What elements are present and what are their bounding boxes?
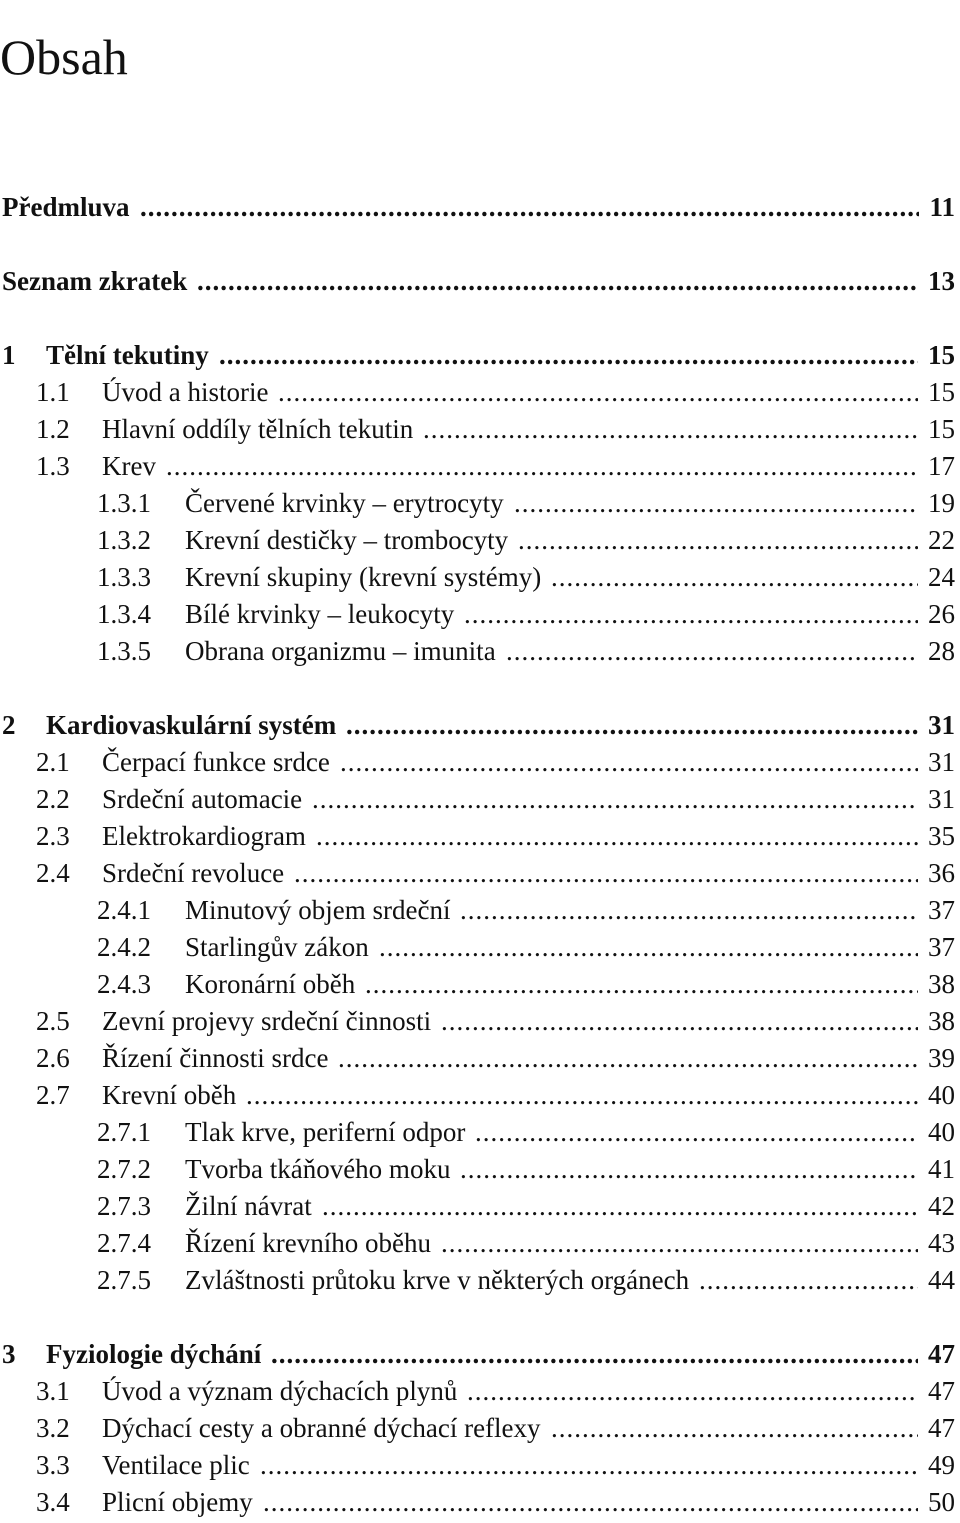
toc-entry-page: 47 xyxy=(928,1376,955,1406)
toc-entry-page: 44 xyxy=(928,1265,955,1295)
toc-entry-label: Tělní tekutiny xyxy=(46,340,209,370)
toc-entry-number: 1.2 xyxy=(36,414,70,444)
toc-entry-text xyxy=(2,338,209,372)
toc-entry-page: 40 xyxy=(928,1080,955,1110)
toc-entry-page: 47 xyxy=(928,1413,955,1443)
toc-leader-dots xyxy=(316,819,918,853)
toc-entry-label: Srdeční automacie xyxy=(102,784,303,814)
toc-entry-label: Tvorba tkáňového moku xyxy=(185,1154,451,1184)
toc-entry-page: 40 xyxy=(928,1117,955,1147)
toc-entry-page: 41 xyxy=(928,1154,955,1184)
toc-entry[interactable] xyxy=(0,819,960,853)
toc-entry-page: 17 xyxy=(928,451,955,481)
toc-leader-dots xyxy=(551,1411,918,1445)
toc-entry[interactable] xyxy=(0,634,960,668)
toc-entry-text xyxy=(36,1448,250,1482)
toc-leader-dots xyxy=(197,264,918,298)
toc-entry-text xyxy=(2,708,336,742)
toc-entry-number: 1.1 xyxy=(36,377,70,407)
toc-entry-page: 11 xyxy=(929,192,955,222)
toc-leader-dots xyxy=(441,1004,918,1038)
toc-entry-label: Krev xyxy=(102,451,156,481)
toc-entry-label: Úvod a význam dýchacích plynů xyxy=(102,1376,458,1406)
toc-entry-text xyxy=(36,375,268,409)
toc-entry-text xyxy=(97,1152,450,1186)
toc-entry[interactable] xyxy=(0,375,960,409)
toc-entry-text xyxy=(36,1374,457,1408)
toc-entry-text xyxy=(97,893,450,927)
toc-entry-number: 2.1 xyxy=(36,747,70,777)
toc-leader-dots xyxy=(460,1152,918,1186)
toc-entry-label: Srdeční revoluce xyxy=(102,858,285,888)
toc-entry[interactable] xyxy=(0,1226,960,1260)
toc-entry-text xyxy=(97,930,369,964)
toc-leader-dots xyxy=(346,708,918,742)
toc-entry-page: 15 xyxy=(928,340,955,370)
toc-entry[interactable] xyxy=(0,523,960,557)
toc-entry-text xyxy=(36,1078,236,1112)
toc-entry[interactable] xyxy=(0,338,960,372)
toc-entry-text xyxy=(97,634,496,668)
toc-entry-number: 2.4.1 xyxy=(97,895,151,925)
toc-entry-label: Řízení činnosti srdce xyxy=(102,1043,329,1073)
toc-entry[interactable] xyxy=(0,1004,960,1038)
toc-entry-number: 3.1 xyxy=(36,1376,70,1406)
toc-leader-dots xyxy=(467,1374,918,1408)
toc-entry[interactable] xyxy=(0,1189,960,1223)
toc-leader-dots xyxy=(294,856,918,890)
toc-entry[interactable] xyxy=(0,856,960,890)
toc-entry[interactable] xyxy=(0,597,960,631)
toc-entry-text xyxy=(36,1041,328,1075)
toc-entry-label: Krevní oběh xyxy=(102,1080,237,1110)
toc-entry[interactable] xyxy=(0,1411,960,1445)
toc-entry-number: 3.4 xyxy=(36,1487,70,1517)
toc-entry[interactable] xyxy=(0,1374,960,1408)
toc-entry-page: 31 xyxy=(928,710,955,740)
toc-entry-label: Řízení krevního oběhu xyxy=(185,1228,431,1258)
toc-entry-page: 13 xyxy=(928,266,955,296)
toc-entry-text xyxy=(36,449,156,483)
toc-entry-page: 39 xyxy=(928,1043,955,1073)
toc-entry-label: Krevní destičky – trombocyty xyxy=(185,525,509,555)
toc-entry-label: Obrana organizmu – imunita xyxy=(185,636,496,666)
toc-leader-dots xyxy=(518,523,918,557)
toc-entry-label: Koronární oběh xyxy=(185,969,356,999)
toc-entry-label: Žilní návrat xyxy=(185,1191,312,1221)
toc-entry-label: Úvod a historie xyxy=(102,377,269,407)
toc-entry-label: Červené krvinky – erytrocyty xyxy=(185,488,504,518)
toc-entry-number: 1.3.5 xyxy=(97,636,151,666)
toc-entry-number: 2.2 xyxy=(36,784,70,814)
toc-entry-number: 2.6 xyxy=(36,1043,70,1073)
toc-entry-number: 2.7.4 xyxy=(97,1228,151,1258)
toc-leader-dots xyxy=(278,375,918,409)
toc-entry-number: 2.3 xyxy=(36,821,70,851)
toc-entry-number: 2.7.1 xyxy=(97,1117,151,1147)
toc-leader-dots xyxy=(441,1226,918,1260)
toc-entry-page: 47 xyxy=(928,1339,955,1369)
toc-entry-page: 22 xyxy=(928,525,955,555)
toc-entry-page: 50 xyxy=(928,1487,955,1517)
toc-entry-number: 1.3.3 xyxy=(97,562,151,592)
toc-entry-number: 2.5 xyxy=(36,1006,70,1036)
toc-entry-text xyxy=(2,264,187,298)
toc-entry[interactable] xyxy=(0,486,960,520)
toc-entry[interactable] xyxy=(0,1078,960,1112)
toc-leader-dots xyxy=(322,1189,918,1223)
toc-entry-label: Čerpací funkce srdce xyxy=(102,747,330,777)
toc-entry-page: 37 xyxy=(928,895,955,925)
toc-entry-number: 1.3.4 xyxy=(97,599,151,629)
toc-entry-label: Hlavní oddíly tělních tekutin xyxy=(102,414,414,444)
toc-leader-dots xyxy=(514,486,918,520)
toc-entry-page: 31 xyxy=(928,784,955,814)
toc-entry-label: Předmluva xyxy=(2,192,130,222)
toc-entry-number: 2.4.2 xyxy=(97,932,151,962)
toc-entry-page: 28 xyxy=(928,636,955,666)
toc-entry-page: 31 xyxy=(928,747,955,777)
toc-entry-page: 26 xyxy=(928,599,955,629)
toc-entry-number: 2.7.3 xyxy=(97,1191,151,1221)
toc-entry-text xyxy=(2,1337,261,1371)
toc-leader-dots xyxy=(312,782,918,816)
toc-entry-label: Dýchací cesty a obranné dýchací reflexy xyxy=(102,1413,541,1443)
toc-leader-dots xyxy=(260,1448,918,1482)
toc-entry-number: 1 xyxy=(2,340,16,370)
toc-entry[interactable] xyxy=(0,1152,960,1186)
toc-entry[interactable] xyxy=(0,1337,960,1371)
toc-entry[interactable] xyxy=(0,1448,960,1482)
toc-entry-label: Plicní objemy xyxy=(102,1487,253,1517)
toc-entry-label: Seznam zkratek xyxy=(2,266,188,296)
toc-entry-page: 36 xyxy=(928,858,955,888)
toc-entry-label: Elektrokardiogram xyxy=(102,821,306,851)
toc-entry-text xyxy=(2,190,130,224)
toc-entry-text xyxy=(36,1485,253,1519)
toc-entry-label: Bílé krvinky – leukocyty xyxy=(185,599,455,629)
toc-entry-number: 2.7.5 xyxy=(97,1265,151,1295)
toc-leader-dots xyxy=(140,190,919,224)
toc-entry-number: 2.7.2 xyxy=(97,1154,151,1184)
toc-entry-page: 15 xyxy=(928,414,955,444)
toc-entry-number: 2.4 xyxy=(36,858,70,888)
toc-entry-number: 2 xyxy=(2,710,16,740)
toc-entry[interactable] xyxy=(0,264,960,298)
toc-entry-number: 1.3 xyxy=(36,451,70,481)
toc-leader-dots xyxy=(271,1337,918,1371)
toc-entry-text xyxy=(36,782,302,816)
toc-entry-text xyxy=(97,1189,312,1223)
toc-leader-dots xyxy=(219,338,918,372)
toc-entry-text xyxy=(97,1115,465,1149)
toc-entry[interactable] xyxy=(0,782,960,816)
toc-entry[interactable] xyxy=(0,967,960,1001)
toc-entry[interactable] xyxy=(0,1263,960,1297)
toc-entry-text xyxy=(36,1004,431,1038)
toc-entry-label: Tlak krve, periferní odpor xyxy=(185,1117,466,1147)
toc-entry-page: 19 xyxy=(928,488,955,518)
toc-entry[interactable] xyxy=(0,560,960,594)
toc-entry-number: 1.3.1 xyxy=(97,488,151,518)
toc-leader-dots xyxy=(699,1263,918,1297)
toc-entry[interactable] xyxy=(0,190,960,224)
toc-entry-label: Zevní projevy srdeční činnosti xyxy=(102,1006,432,1036)
toc-leader-dots xyxy=(166,449,918,483)
toc-entry-page: 35 xyxy=(928,821,955,851)
toc-entry-label: Zvláštnosti průtoku krve v některých orgánech xyxy=(185,1265,690,1295)
toc-entry-text xyxy=(97,597,454,631)
toc-entry-text xyxy=(36,412,413,446)
toc-leader-dots xyxy=(423,412,918,446)
toc-entry-page: 37 xyxy=(928,932,955,962)
toc-entry[interactable] xyxy=(0,745,960,779)
toc-entry-text xyxy=(36,745,330,779)
toc-entry[interactable] xyxy=(0,1485,960,1519)
toc-entry-text xyxy=(97,967,355,1001)
toc-entry-label: Krevní skupiny (krevní systémy) xyxy=(185,562,542,592)
toc-entry-page: 38 xyxy=(928,1006,955,1036)
toc-entry-label: Starlingův zákon xyxy=(185,932,369,962)
toc-entry-label: Ventilace plic xyxy=(102,1450,250,1480)
toc-leader-dots xyxy=(551,560,918,594)
toc-entry-label: Minutový objem srdeční xyxy=(185,895,451,925)
toc-entry-label: Kardiovaskulární systém xyxy=(46,710,337,740)
toc-entry-page: 15 xyxy=(928,377,955,407)
toc-entry-text xyxy=(97,523,508,557)
toc-entry-text xyxy=(97,1226,431,1260)
toc-entry[interactable] xyxy=(0,893,960,927)
toc-entry[interactable] xyxy=(0,930,960,964)
toc-entry-label: Fyziologie dýchání xyxy=(46,1339,262,1369)
toc-entry-number: 2.7 xyxy=(36,1080,70,1110)
toc-entry[interactable] xyxy=(0,708,960,742)
toc-entry[interactable] xyxy=(0,449,960,483)
toc-entry-page: 42 xyxy=(928,1191,955,1221)
toc-entry[interactable] xyxy=(0,1115,960,1149)
toc-entry-page: 49 xyxy=(928,1450,955,1480)
toc-leader-dots xyxy=(246,1078,918,1112)
toc-leader-dots xyxy=(379,930,918,964)
toc-leader-dots xyxy=(464,597,918,631)
toc-leader-dots xyxy=(340,745,918,779)
page-title: Obsah xyxy=(0,28,128,85)
toc-leader-dots xyxy=(506,634,918,668)
toc-entry-number: 3 xyxy=(2,1339,16,1369)
toc-leader-dots xyxy=(475,1115,918,1149)
toc-entry-page: 38 xyxy=(928,969,955,999)
toc-entry[interactable] xyxy=(0,412,960,446)
toc-entry-text xyxy=(97,486,504,520)
toc-entry-page: 24 xyxy=(928,562,955,592)
toc-entry-page: 43 xyxy=(928,1228,955,1258)
toc-entry-number: 3.3 xyxy=(36,1450,70,1480)
toc-entry-number: 1.3.2 xyxy=(97,525,151,555)
toc-leader-dots xyxy=(263,1485,918,1519)
toc-entry[interactable] xyxy=(0,1041,960,1075)
toc-entry-text xyxy=(36,819,306,853)
toc-entry-text xyxy=(97,1263,689,1297)
toc-entry-text xyxy=(36,856,284,890)
toc-entry-number: 2.4.3 xyxy=(97,969,151,999)
toc-leader-dots xyxy=(460,893,918,927)
toc-entry-text xyxy=(36,1411,541,1445)
toc-entry-text xyxy=(97,560,541,594)
toc-leader-dots xyxy=(338,1041,918,1075)
toc-leader-dots xyxy=(365,967,918,1001)
toc-entry-number: 3.2 xyxy=(36,1413,70,1443)
